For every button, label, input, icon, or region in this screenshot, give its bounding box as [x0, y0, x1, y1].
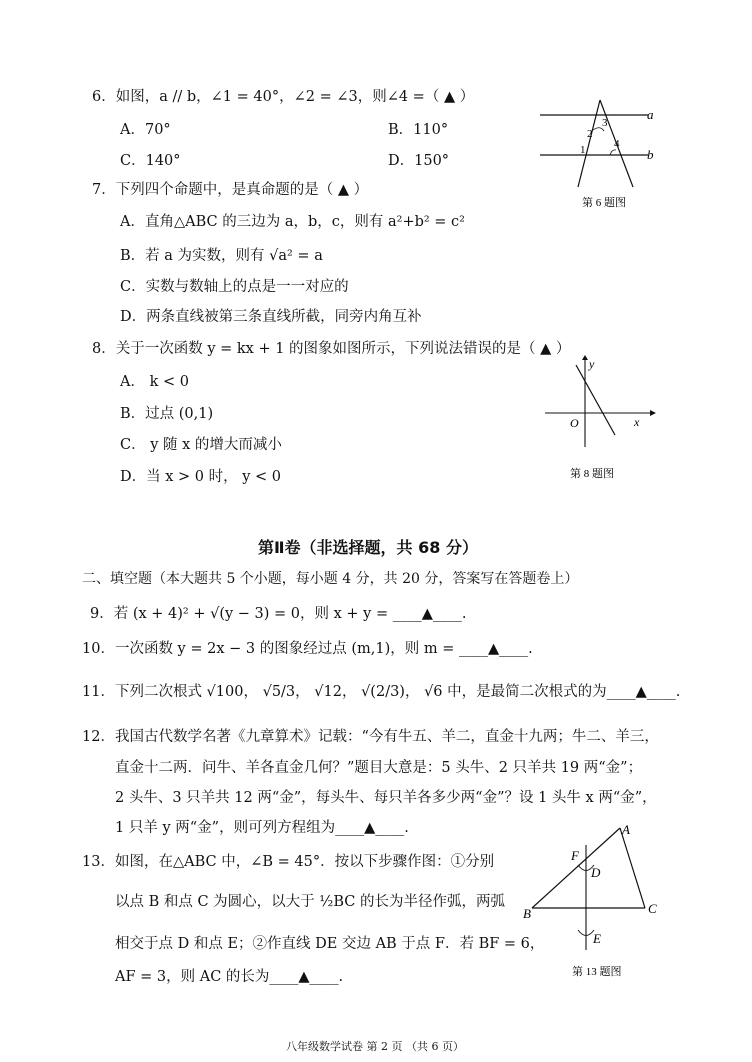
- part2-title: 第Ⅱ卷（非选择题，共 68 分）: [258, 538, 478, 557]
- q13-fig-C: C: [648, 901, 657, 916]
- q8-fig-x-label: x: [634, 415, 640, 429]
- q13-fig-caption: 第 13 题图: [572, 966, 622, 978]
- q6-option-d: D．150°: [388, 153, 450, 169]
- q6-fig-angle-2: 2: [587, 128, 593, 140]
- q7-option-b: B．若 a 为实数，则有 √a² = a: [120, 248, 323, 264]
- q7-option-a: A．直角△ABC 的三边为 a，b，c，则有 a²+b² = c²: [120, 214, 465, 230]
- q10: 10．一次函数 y = 2x − 3 的图象经过点 (m,1)，则 m = ____▲____.: [82, 641, 533, 657]
- q6-option-c: C．140°: [120, 153, 181, 169]
- q13-line-2: 以点 B 和点 C 为圆心，以大于 ½BC 的长为半径作弧，两弧: [115, 894, 505, 910]
- q6-option-a: A．70°: [120, 122, 171, 138]
- q6-option-b: B．110°: [388, 122, 449, 138]
- fill-in-section-header: 二、填空题（本大题共 5 个小题，每小题 4 分，共 20 分，答案写在答题卷上）: [82, 571, 579, 587]
- q8-option-a: A． k < 0: [120, 374, 189, 390]
- q7-option-d: D．两条直线被第三条直线所截，同旁内角互补: [120, 309, 422, 325]
- q8-option-c: C． y 随 x 的增大而减小: [120, 437, 282, 453]
- q6-fig-label-b: b: [647, 147, 654, 162]
- q8-fig-caption: 第 8 题图: [570, 468, 614, 480]
- q8-stem: 8．关于一次函数 y = kx + 1 的图象如图所示，下列说法错误的是（ ▲ ）: [92, 341, 571, 357]
- q8-fig-origin: O: [570, 416, 579, 430]
- q12-line-3: 2 头牛、3 只羊共 12 两“金”，每头牛、每只羊各多少两“金”？设 1 头牛 x 两“金”，: [115, 790, 657, 806]
- q13-fig-F: F: [571, 848, 579, 863]
- q8-figure: [540, 355, 660, 485]
- q13-line-3: 相交于点 D 和点 E；②作直线 DE 交边 AB 于点 F．若 BF = 6，: [115, 936, 545, 952]
- q8-option-b: B．过点 (0,1): [120, 406, 214, 422]
- q6-fig-angle-3: 3: [602, 117, 608, 129]
- q13-fig-B: B: [523, 906, 531, 921]
- q11: 11．下列二次根式 √100， √5/3， √12， √(2/3)， √6 中，是最简二次根式的为____▲____.: [82, 684, 681, 700]
- q12-line-2: 直金十二两．问牛、羊各直金几何？”题目大意是：5 头牛、2 只羊共 19 两“金”；: [115, 760, 643, 776]
- q12-line-1: 12．我国古代数学名著《九章算术》记载：“今有牛五、羊二，直金十九两；牛二、羊三，: [82, 729, 659, 745]
- q6-fig-angle-4: 4: [614, 138, 620, 150]
- q9: 9．若 (x + 4)² + √(y − 3) = 0，则 x + y = ____▲____.: [90, 606, 467, 622]
- q8-fig-y-label: y: [589, 357, 595, 371]
- q6-fig-angle-1: 1: [580, 144, 586, 156]
- q6-fig-caption: 第 6 题图: [582, 197, 626, 209]
- q13-line-4: AF = 3，则 AC 的长为____▲____.: [115, 969, 344, 985]
- q6-stem: 6．如图，a // b，∠1 = 40°，∠2 = ∠3，则∠4 =（ ▲ ）: [92, 89, 475, 105]
- q13-line-1: 13．如图，在△ABC 中，∠B = 45°．按以下步骤作图：①分别: [82, 854, 495, 870]
- q8-option-d: D．当 x > 0 时， y < 0: [120, 469, 282, 485]
- q12-line-4: 1 只羊 y 两“金”，则可列方程组为____▲____.: [115, 820, 409, 836]
- q7-stem: 7．下列四个命题中，是真命题的是（ ▲ ）: [92, 182, 369, 198]
- q13-fig-A: A: [622, 822, 630, 837]
- page-footer: 八年级数学试卷 第 2 页 （共 6 页）: [286, 1040, 464, 1053]
- q6-fig-label-a: a: [647, 107, 654, 122]
- q13-fig-D: D: [591, 865, 601, 880]
- q13-figure: [520, 820, 670, 985]
- q7-option-c: C．实数与数轴上的点是一一对应的: [120, 279, 349, 295]
- q6-figure: [530, 95, 665, 210]
- q13-fig-E: E: [593, 931, 601, 946]
